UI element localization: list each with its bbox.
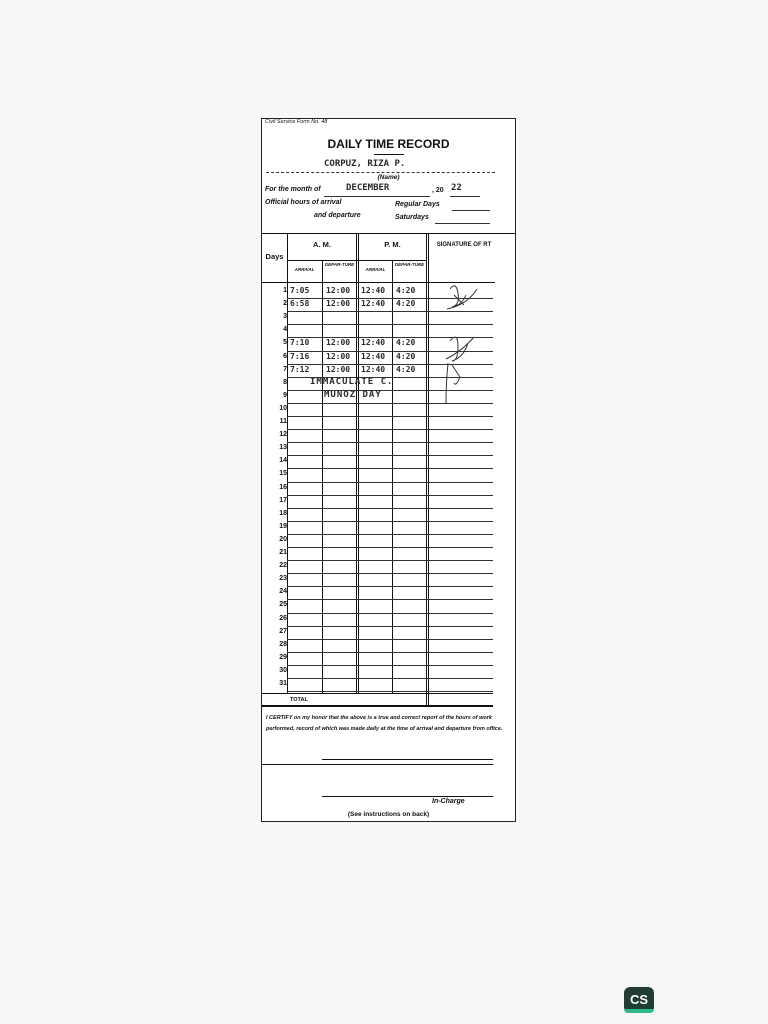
- day-number-30: 30: [279, 666, 287, 674]
- day-number-19: 19: [279, 522, 287, 530]
- day-number-18: 18: [279, 509, 287, 517]
- day-number-15: 15: [279, 470, 287, 478]
- employee-name: CORPUZ, RIZA P.: [324, 159, 406, 169]
- year-value: 22: [451, 183, 462, 193]
- day-number-31: 31: [279, 680, 287, 687]
- pm-arrival-header: ARRIVAL: [365, 267, 386, 272]
- day-number-24: 24: [279, 588, 287, 596]
- day-number-7: 7: [283, 365, 287, 373]
- day-number-23: 23: [279, 575, 287, 583]
- day-number-25: 25: [279, 601, 287, 609]
- time-pm-dep-day-1: 4:20: [396, 286, 416, 295]
- time-pm-dep-day-2: 4:20: [396, 299, 416, 309]
- day-number-29: 29: [279, 653, 287, 661]
- time-am-arr-day-6: 7:16: [290, 351, 310, 361]
- time-am-arr-day-1: 7:05: [290, 286, 310, 295]
- time-am-dep-day-1: 12:00: [326, 286, 351, 295]
- official-hours-label: Official hours of arrival: [265, 199, 342, 206]
- form-number: Civil Service Form No. 48: [265, 119, 328, 125]
- day-number-1: 1: [283, 287, 287, 294]
- signature-header: SIGNATURE OF RT: [436, 242, 492, 248]
- time-pm-arr-day-6: 12:40: [361, 351, 386, 361]
- day-number-13: 13: [279, 444, 287, 452]
- regular-days-label: Regular Days: [395, 201, 440, 208]
- note-day-9: MUNOZ DAY: [324, 389, 382, 400]
- time-pm-arr-day-1: 12:40: [361, 286, 386, 295]
- footer-separator: [262, 764, 493, 765]
- name-label: (Name): [377, 174, 400, 181]
- day-number-6: 6: [283, 352, 287, 360]
- time-am-dep-day-5: 12:00: [326, 338, 351, 348]
- total-bottom-line: [262, 705, 493, 707]
- instructions-note: (See instructions on back): [347, 811, 430, 818]
- year-prefix: , 20: [432, 187, 444, 194]
- days-header: Days: [265, 252, 284, 261]
- day-number-11: 11: [279, 418, 287, 425]
- note-day-8: IMMACULATE C.: [310, 376, 394, 387]
- month-label: For the month of: [265, 186, 321, 193]
- time-pm-dep-day-6: 4:20: [396, 351, 416, 361]
- day-number-3: 3: [283, 313, 287, 321]
- day-number-20: 20: [279, 535, 287, 543]
- day-number-26: 26: [279, 614, 287, 622]
- day-number-28: 28: [279, 640, 287, 648]
- time-am-arr-day-5: 7:10: [290, 338, 310, 348]
- am-arrival-header: ARRIVAL: [294, 267, 315, 272]
- in-charge-signature-line: [322, 796, 493, 797]
- day-number-10: 10: [279, 404, 287, 412]
- time-pm-arr-day-5: 12:40: [361, 338, 386, 348]
- day-number-14: 14: [279, 457, 287, 465]
- day-number-16: 16: [279, 483, 287, 491]
- time-am-arr-day-2: 6:58: [290, 299, 310, 309]
- time-am-dep-day-7: 12:00: [326, 364, 351, 374]
- official-hours-label-2: and departure: [314, 212, 361, 219]
- pm-header: P. M.: [384, 240, 401, 249]
- total-label: TOTAL: [290, 697, 308, 703]
- daily-time-record-form: [261, 118, 516, 822]
- camscanner-logo: CS: [624, 987, 654, 1013]
- time-am-dep-day-2: 12:00: [326, 299, 351, 309]
- day-number-4: 4: [283, 326, 287, 334]
- day-number-5: 5: [283, 339, 287, 347]
- month-value: DECEMBER: [346, 183, 390, 193]
- saturdays-label: Saturdays: [395, 214, 429, 221]
- total-top-line: [262, 693, 493, 694]
- am-departure-header: DEPAR-TURE: [324, 262, 355, 267]
- time-pm-arr-day-2: 12:40: [361, 299, 386, 309]
- day-number-2: 2: [283, 300, 287, 308]
- form-title: DAILY TIME RECORD: [327, 137, 450, 151]
- employee-signature-line: [322, 759, 493, 760]
- day-number-17: 17: [279, 496, 287, 504]
- day-number-21: 21: [279, 549, 287, 556]
- time-pm-dep-day-7: 4:20: [396, 364, 416, 374]
- pm-departure-header: DEPAR-TURE: [394, 262, 425, 267]
- time-pm-dep-day-5: 4:20: [396, 338, 416, 348]
- day-number-27: 27: [279, 627, 287, 635]
- day-number-9: 9: [283, 391, 287, 399]
- day-number-12: 12: [279, 431, 287, 439]
- time-pm-arr-day-7: 12:40: [361, 364, 386, 374]
- time-am-arr-day-7: 7:12: [290, 364, 310, 374]
- in-charge-label: In-Charge: [432, 798, 465, 805]
- certification-text: I CERTIFY on my honor that the above is a true and correct report of the hours of work performed, record of which was made daily at the time of arrival and departure from office.: [266, 715, 503, 732]
- am-header: A. M.: [313, 240, 331, 249]
- time-am-dep-day-6: 12:00: [326, 351, 351, 361]
- day-number-22: 22: [279, 562, 287, 570]
- day-number-8: 8: [283, 378, 287, 386]
